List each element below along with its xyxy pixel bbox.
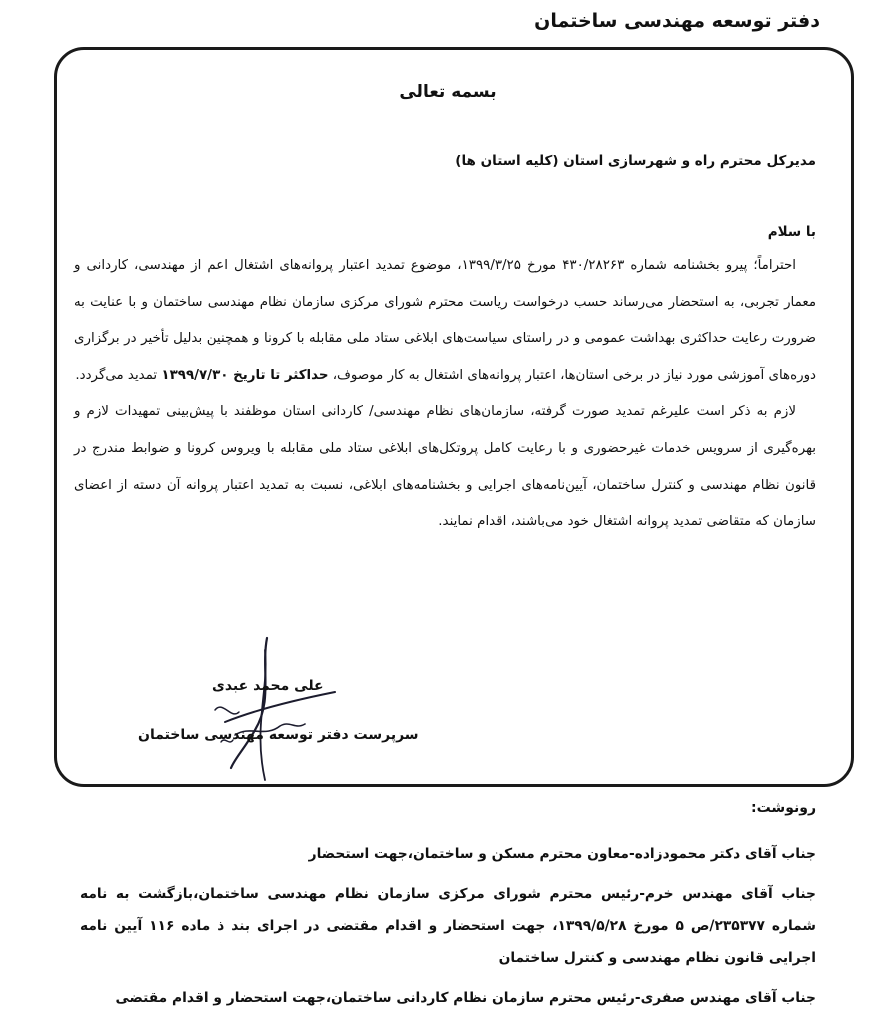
office-header-title: دفتر توسعه مهندسی ساختمان — [534, 10, 820, 32]
body-paragraph-2: لازم به ذکر است علیرغم تمدید صورت گرفته، سازمان‌های نظام مهندسی/ کاردانی استان موظفند با پیش‌بینی تمهیدات لازم و بهره‌گیری از سرویس خدمات غیرحضوری و با رعایت کامل پروتکل‌های ابلاغی ستاد ملی مقابله با ویروس کرونا و ضوابط مندرج در قانون نظام مهندسی و کنترل ساختمان، آیین‌نامه‌های اجرایی و بخشنامه‌های ابلاغی، نسبت به تمدید اعتبار پروانه آن دسته از اعضای سازمان که متقاضی تمدید پروانه اشتغال خود می‌باشند، اقدام نمایند. — [74, 404, 816, 530]
letter-body — [74, 248, 816, 541]
cc-heading: رونوشت: — [751, 800, 816, 816]
signer-title: سرپرست دفتر توسعه مهندسی ساختمان — [138, 727, 419, 743]
handwritten-signature — [195, 630, 355, 790]
bismillah-heading: بسمه تعالی — [399, 82, 497, 102]
cc-item: جناب آقای مهندس خرم-رئیس محترم شورای مرکزی سازمان نظام مهندسی ساختمان،بازگشت به نامه شماره ۲۳۵۳۷۷/ص ۵ مورخ ۱۳۹۹/۵/۲۸، جهت استحضار و اقدام مقتضی در اجرای بند ذ ماده ۱۱۶ آیین نامه اجرایی قانون نظام مهندسی و کنترل ساختمان — [80, 886, 816, 966]
deadline-date-bold: حداکثر تا تاریخ ۱۳۹۹/۷/۳۰ — [161, 367, 329, 383]
greeting-line: با سلام — [767, 224, 816, 240]
paragraph-1-text-start: احتراماً؛ پیرو بخشنامه شماره ۴۳۰/۲۸۲۶۳ مورخ ۱۳۹۹/۳/۲۵، موضوع تمدید اعتبار پروانه‌های اشتغال اعم از مهندسی، کاردانی و معمار تجربی، به استحضار می‌رساند حسب درخواست ریاست محترم شورای مرکزی سازمان نظام مهندسی ساختمان و با عنایت به ضرورت رعایت حداکثری بهداشت عمومی و در راستای سیاست‌های ابلاغی ستاد ملی مقابله با کرونا و همچنین بدلیل تأخیر در برگزاری دوره‌های آموزشی مورد نیاز در برخی استان‌ها، اعتبار پروانه‌های اشتغال به کار موصوف، — [74, 258, 816, 383]
addressee-line: مدیرکل محترم راه و شهرسازی استان (کلیه استان ها) — [455, 153, 816, 169]
cc-item: جناب آقای دکتر محمودزاده-معاون محترم مسکن و ساختمان،جهت استحضار — [308, 846, 816, 862]
paragraph-1-text-end: تمدید می‌گردد. — [75, 367, 162, 383]
cc-item: جناب آقای مهندس صفری-رئیس محترم سازمان نظام کاردانی ساختمان،جهت استحضار و اقدام مقتضی — [115, 990, 816, 1006]
cc-list — [80, 838, 816, 1022]
body-paragraph-1 — [74, 248, 816, 394]
signer-name: علی محمد عبدی — [212, 678, 324, 694]
